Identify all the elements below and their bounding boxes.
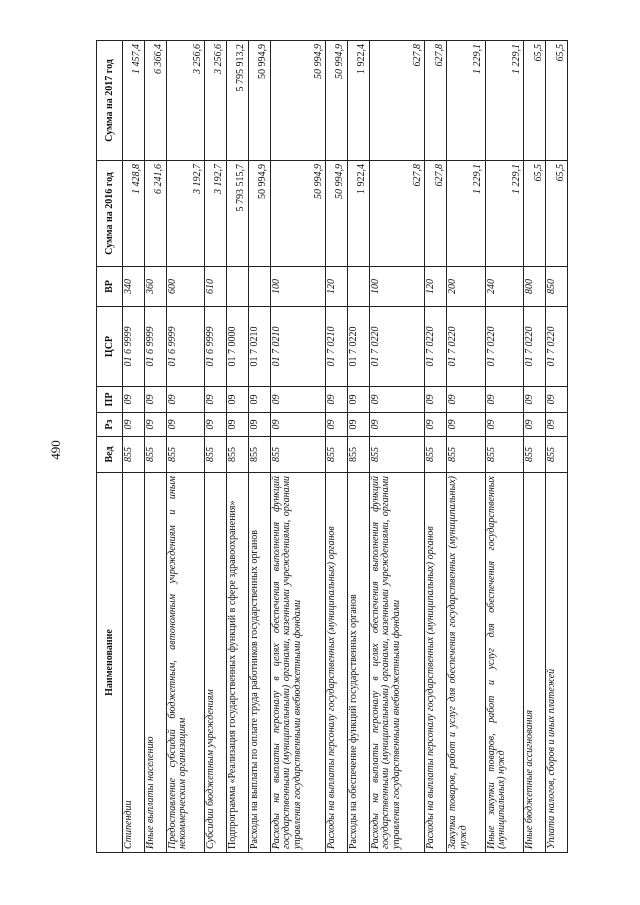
budget-table-container	[96, 41, 568, 853]
table-row	[347, 41, 369, 853]
table-row	[144, 41, 166, 853]
cell-name: Стипендии	[123, 473, 145, 853]
cell-ved: 855	[425, 437, 447, 473]
cell-sum-2016: 1 428,8	[123, 161, 145, 267]
cell-name: Расходы на выплаты персоналу государственных (муниципальных) органов	[425, 473, 447, 853]
header-rz: Рз	[97, 413, 123, 437]
cell-csr: 01 7 0220	[524, 307, 546, 387]
cell-rz: 09	[347, 413, 369, 437]
cell-ved: 855	[144, 437, 166, 473]
cell-rz: 09	[123, 413, 145, 437]
cell-rz: 09	[447, 413, 486, 437]
cell-csr: 01 7 0220	[347, 307, 369, 387]
cell-csr: 01 6 9999	[205, 307, 227, 387]
cell-csr: 01 6 9999	[144, 307, 166, 387]
table-row	[205, 41, 227, 853]
cell-pr: 09	[248, 387, 270, 413]
cell-ved: 855	[546, 437, 568, 473]
cell-vr: 120	[326, 267, 348, 307]
table-row	[326, 41, 348, 853]
cell-vr: 120	[425, 267, 447, 307]
cell-name: Иные бюджетные ассигнования	[524, 473, 546, 853]
cell-name: Закупка товаров, работ и услуг для обеспечения государственных (муниципальных) нужд	[447, 473, 486, 853]
cell-rz: 09	[144, 413, 166, 437]
header-pr: ПР	[97, 387, 123, 413]
cell-sum-2017: 3 256,6	[166, 41, 205, 161]
cell-sum-2016: 6 241,6	[144, 161, 166, 267]
table-row	[369, 41, 425, 853]
cell-name: Иные закупки товаров, работ и услуг для обеспечения государственных (муниципальных) нужд	[485, 473, 524, 853]
table-row	[524, 41, 546, 853]
cell-sum-2016: 50 994,9	[326, 161, 348, 267]
header-ved: Вед	[97, 437, 123, 473]
cell-sum-2016: 65,5	[546, 161, 568, 267]
cell-pr: 09	[270, 387, 326, 413]
cell-name: Расходы на обеспечение функций государственных органов	[347, 473, 369, 853]
cell-rz: 09	[524, 413, 546, 437]
cell-rz: 09	[546, 413, 568, 437]
cell-pr: 09	[123, 387, 145, 413]
cell-sum-2017: 1 457,4	[123, 41, 145, 161]
cell-name: Уплата налогов, сборов и иных платежей	[546, 473, 568, 853]
table-row	[485, 41, 524, 853]
cell-sum-2016: 627,8	[369, 161, 425, 267]
cell-vr: 100	[270, 267, 326, 307]
cell-sum-2017: 65,5	[546, 41, 568, 161]
cell-rz: 09	[485, 413, 524, 437]
cell-pr: 09	[524, 387, 546, 413]
cell-vr: 850	[546, 267, 568, 307]
cell-sum-2017: 1 229,1	[485, 41, 524, 161]
cell-csr: 01 7 0220	[447, 307, 486, 387]
cell-vr: 600	[166, 267, 205, 307]
cell-sum-2016: 3 192,7	[166, 161, 205, 267]
cell-vr	[226, 267, 248, 307]
cell-vr: 610	[205, 267, 227, 307]
cell-pr: 09	[447, 387, 486, 413]
cell-vr: 360	[144, 267, 166, 307]
table-row	[226, 41, 248, 853]
cell-ved: 855	[369, 437, 425, 473]
table-row	[248, 41, 270, 853]
cell-sum-2017: 50 994,9	[248, 41, 270, 161]
header-vr: ВР	[97, 267, 123, 307]
cell-vr	[347, 267, 369, 307]
cell-sum-2016: 50 994,9	[270, 161, 326, 267]
table-row	[425, 41, 447, 853]
cell-pr: 09	[326, 387, 348, 413]
cell-sum-2017: 5 795 913,2	[226, 41, 248, 161]
cell-vr: 200	[447, 267, 486, 307]
table-row	[166, 41, 205, 853]
cell-vr: 800	[524, 267, 546, 307]
cell-rz: 09	[166, 413, 205, 437]
table-row	[546, 41, 568, 853]
cell-sum-2017: 3 256,6	[205, 41, 227, 161]
cell-name: Предоставление субсидий бюджетным, автономным учреждениям и иным некоммерческим организациям	[166, 473, 205, 853]
cell-sum-2017: 50 994,9	[326, 41, 348, 161]
cell-ved: 855	[166, 437, 205, 473]
cell-pr: 09	[144, 387, 166, 413]
cell-csr: 01 7 0210	[248, 307, 270, 387]
cell-sum-2017: 627,8	[425, 41, 447, 161]
cell-ved: 855	[270, 437, 326, 473]
cell-sum-2016: 3 192,7	[205, 161, 227, 267]
cell-csr: 01 7 0220	[369, 307, 425, 387]
budget-table	[96, 40, 568, 853]
cell-sum-2017: 50 994,9	[270, 41, 326, 161]
cell-rz: 09	[205, 413, 227, 437]
cell-pr: 09	[205, 387, 227, 413]
cell-pr: 09	[425, 387, 447, 413]
cell-ved: 855	[248, 437, 270, 473]
cell-ved: 855	[347, 437, 369, 473]
cell-sum-2016: 1 229,1	[447, 161, 486, 267]
cell-sum-2017: 1 229,1	[447, 41, 486, 161]
cell-name: Расходы на выплаты по оплате труда работников государственных органов	[248, 473, 270, 853]
cell-pr: 09	[485, 387, 524, 413]
cell-sum-2017: 1 922,4	[347, 41, 369, 161]
cell-ved: 855	[485, 437, 524, 473]
cell-vr: 100	[369, 267, 425, 307]
cell-csr: 01 7 0000	[226, 307, 248, 387]
cell-name: Подпрограмма «Реализация государственных функций в сфере здравоохранения»	[226, 473, 248, 853]
header-row	[97, 41, 123, 853]
cell-name: Расходы на выплаты персоналу в целях обеспечения выполнения функций государственными (муниципальными) органами, казенными учреждениями, органами управления государственными внебюджетными фондами	[369, 473, 425, 853]
cell-ved: 855	[123, 437, 145, 473]
cell-csr: 01 7 0210	[270, 307, 326, 387]
table-row	[447, 41, 486, 853]
cell-name: Расходы на выплаты персоналу в целях обеспечения выполнения функций государственными (муниципальными) органами, казенными учреждениями, органами управления государственными внебюджетными фондами	[270, 473, 326, 853]
cell-sum-2016: 1 229,1	[485, 161, 524, 267]
cell-vr: 340	[123, 267, 145, 307]
table-row	[270, 41, 326, 853]
cell-sum-2016: 1 922,4	[347, 161, 369, 267]
cell-csr: 01 7 0220	[485, 307, 524, 387]
cell-rz: 09	[425, 413, 447, 437]
cell-name: Субсидии бюджетным учреждениям	[205, 473, 227, 853]
header-sum-2016: Сумма на 2016 год	[97, 161, 123, 267]
cell-name: Иные выплаты населению	[144, 473, 166, 853]
cell-pr: 09	[347, 387, 369, 413]
cell-csr: 01 7 0210	[326, 307, 348, 387]
cell-csr: 01 6 9999	[123, 307, 145, 387]
table-row	[123, 41, 145, 853]
cell-rz: 09	[248, 413, 270, 437]
cell-pr: 09	[166, 387, 205, 413]
cell-ved: 855	[205, 437, 227, 473]
cell-pr: 09	[226, 387, 248, 413]
cell-rz: 09	[270, 413, 326, 437]
cell-sum-2016: 5 793 515,7	[226, 161, 248, 267]
header-name: Наименование	[97, 473, 123, 853]
cell-sum-2017: 627,8	[369, 41, 425, 161]
cell-rz: 09	[369, 413, 425, 437]
page-number: 490	[48, 440, 63, 460]
cell-pr: 09	[546, 387, 568, 413]
cell-ved: 855	[326, 437, 348, 473]
cell-sum-2017: 6 366,4	[144, 41, 166, 161]
cell-sum-2017: 65,5	[524, 41, 546, 161]
cell-ved: 855	[226, 437, 248, 473]
cell-vr	[248, 267, 270, 307]
cell-rz: 09	[326, 413, 348, 437]
cell-csr: 01 7 0220	[425, 307, 447, 387]
cell-rz: 09	[226, 413, 248, 437]
cell-sum-2016: 50 994,9	[248, 161, 270, 267]
cell-csr: 01 6 9999	[166, 307, 205, 387]
cell-sum-2016: 65,5	[524, 161, 546, 267]
cell-ved: 855	[524, 437, 546, 473]
cell-csr: 01 7 0220	[546, 307, 568, 387]
cell-sum-2016: 627,8	[425, 161, 447, 267]
header-csr: ЦСР	[97, 307, 123, 387]
cell-name: Расходы на выплаты персоналу государственных (муниципальных) органов	[326, 473, 348, 853]
cell-pr: 09	[369, 387, 425, 413]
cell-vr: 240	[485, 267, 524, 307]
cell-ved: 855	[447, 437, 486, 473]
header-sum-2017: Сумма на 2017 год	[97, 41, 123, 161]
